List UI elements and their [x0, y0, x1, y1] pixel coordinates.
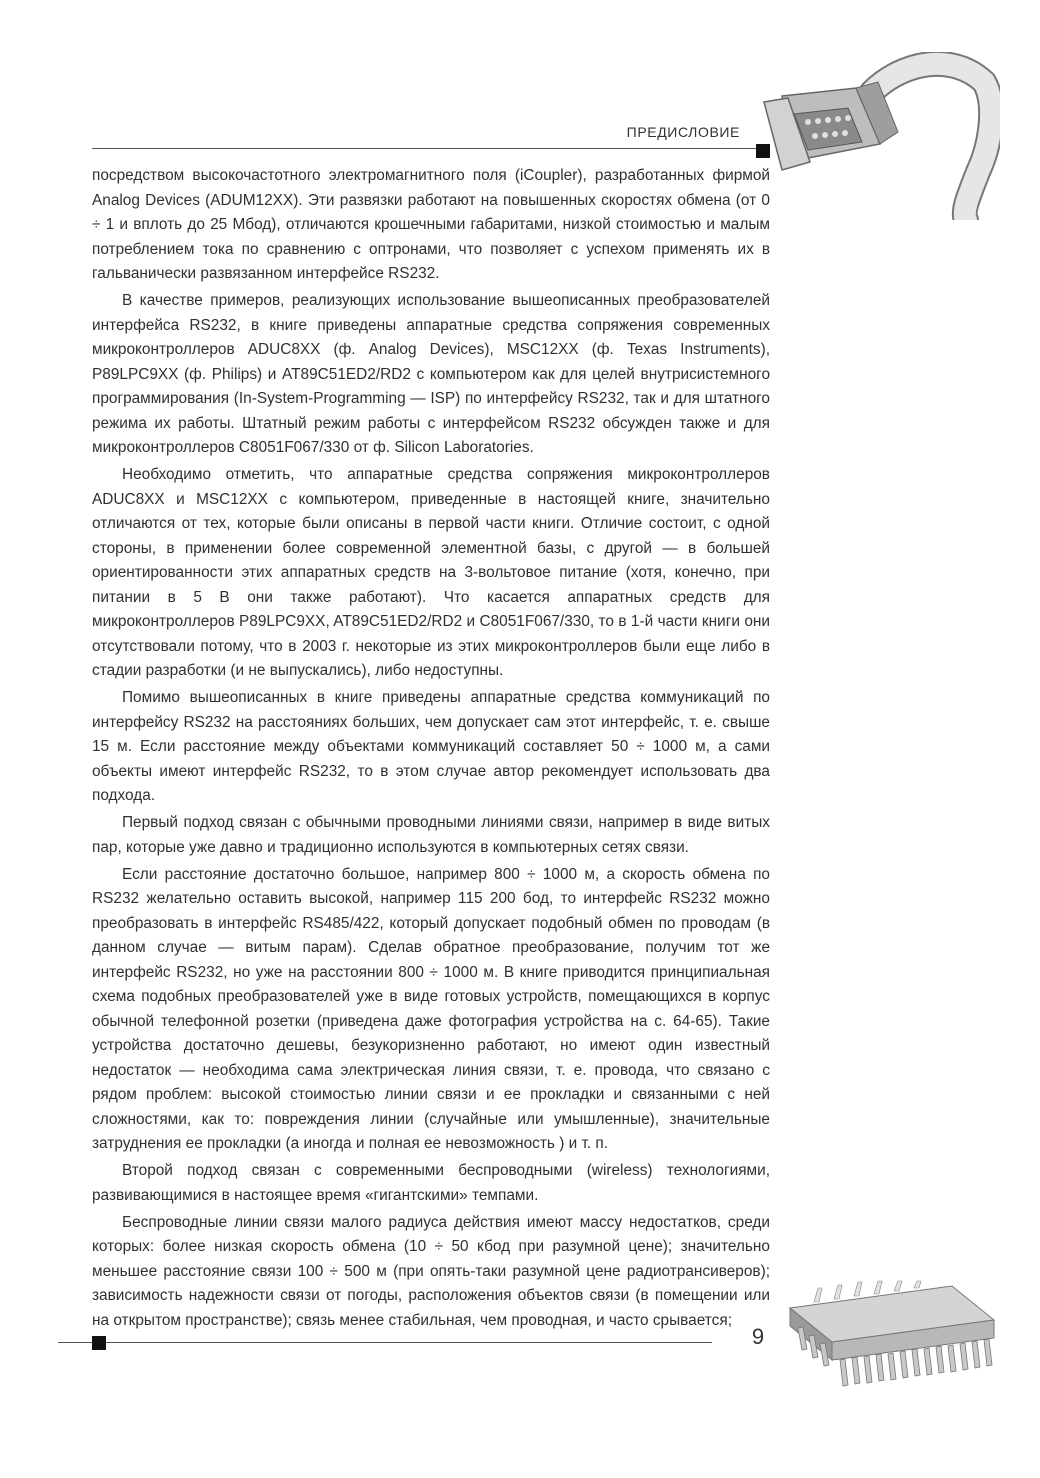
footer-marker: [92, 1336, 106, 1350]
footer-rule: [58, 1342, 712, 1343]
running-header: ПРЕДИСЛОВИЕ: [626, 124, 740, 140]
paragraph: посредством высокочастотного электромагнитного поля (iCoupler), разработанных фирмой Analog Devices (ADUM12XX). Эти развязки работают на повышенных скоростях обмена (от 0 ÷ 1 и вплоть до 25 Мбод), отличаются крошечными габаритами, низкой стоимостью и малым потреблением тока по сравнению с оптронами, что позволяет с успехом применять их в гальванически развязанном интерфейсе RS232.: [92, 167, 770, 282]
paragraph: Беспроводные линии связи малого радиуса действия имеют массу недостатков, среди которых: более низкая скорость обмена (10 ÷ 50 кбод при разумной цене); значительно меньшее расстояние связи 100 ÷ 500 м (при опять-таки разумной цене радиотрансиверов); зависимость надежности связи от погоды, расположения объектов связи (в помещении или на открытом пространстве); связь менее стабильная, чем проводная, и часто срывается;: [92, 1213, 770, 1329]
serial-connector-icon: [752, 52, 1000, 220]
paragraph: Если расстояние достаточно большое, например 800 ÷ 1000 м, а скорость обмена по RS232 желательно оставить высокой, например 115 200 бод, то интерфейс RS232 можно преобразовать в интерфейс RS485/422, который допускает подобный обмен по проводам (в данном случае — витым парам). Сделав обратное преобразование, получим тот же интерфейс RS232, но уже на расстоянии 800 ÷ 1000 м. В книге приводится принципиальная схема подобных преобразователей уже в виде готовых устройств, помещающихся в корпус обычной телефонной розетки (приведена даже фотография устройства на с. 64-65). Такие устройства достаточно дешевы, безукоризненно работают, но имеют один известный недостаток — необходима сама электрическая линия связи, т. е. провода, что связано с рядом проблем: высокой стоимостью линии связи и ее прокладки и связанными с ней сложностями, как то: повреждения линии (случайные или умышленные), значительные затруднения ее прокладки (а иногда и полная ее невозможность ) и т. п.: [92, 865, 770, 1152]
paragraph: Помимо вышеописанных в книге приведены аппаратные средства коммуникаций по интерфейсу RS232 на расстояниях больших, чем допускает сам этот интерфейс, т. е. свыше 15 м. Если расстояние между объектами коммуникаций составляет 50 ÷ 1000 м, а сами объекты имеют интерфейс RS232, то в этом случае автор рекомендует использовать два подхода.: [92, 689, 770, 804]
paragraph: Второй подход связан с современными беспроводными (wireless) технологиями, развивающимися в настоящее время «гигантскими» темпами.: [92, 1162, 770, 1204]
paragraph: Необходимо отметить, что аппаратные средства сопряжения микроконтроллеров ADUC8XX и MSC12XX с компьютером, приведенные в настоящей книге, значительно отличаются от тех, которые были описаны в первой части книги. Отличие состоит, с одной стороны, в применении более современной элементной базы, с другой — в большей ориентированности этих аппаратных средств на 3-вольтовое питание (хотя, конечно, при питании в 5 В они также работают). Что касается аппаратных средств для микроконтроллеров P89LPC9XX, AT89C51ED2/RD2 и C8051F067/330, то в 1-й части книги они отсутствовали потому, что в 2003 г. некоторые из этих микроконтроллеров были еще либо в стадии разработки (и не выпускались), либо недоступны.: [92, 466, 770, 679]
header-marker: [756, 144, 770, 158]
paragraph: Первый подход связан с обычными проводными линиями связи, например в виде витых пар, которые уже давно и традиционно используются в компьютерных сетях связи.: [92, 814, 770, 856]
body-text: [92, 164, 770, 1336]
header-rule: [92, 148, 768, 149]
dip-chip-icon: [784, 1280, 1000, 1410]
paragraph: В качестве примеров, реализующих использование вышеописанных преобразователей интерфейса RS232, в книге приведены аппаратные средства сопряжения современных микроконтроллеров ADUC8XX (ф. Analog Devices), MSC12XX (ф. Texas Instruments), P89LPC9XX (ф. Philips) и AT89C51ED2/RD2 с компьютером как для целей внутрисистемного программирования (In-System-Programming — ISP) по интерфейсу RS232, так и для штатного режима их работы. Штатный режим работы с интерфейсом RS232 обсужден также и для микроконтроллеров C8051F067/330 от ф. Silicon Laboratories.: [92, 292, 770, 456]
page-number: 9: [751, 1324, 765, 1349]
